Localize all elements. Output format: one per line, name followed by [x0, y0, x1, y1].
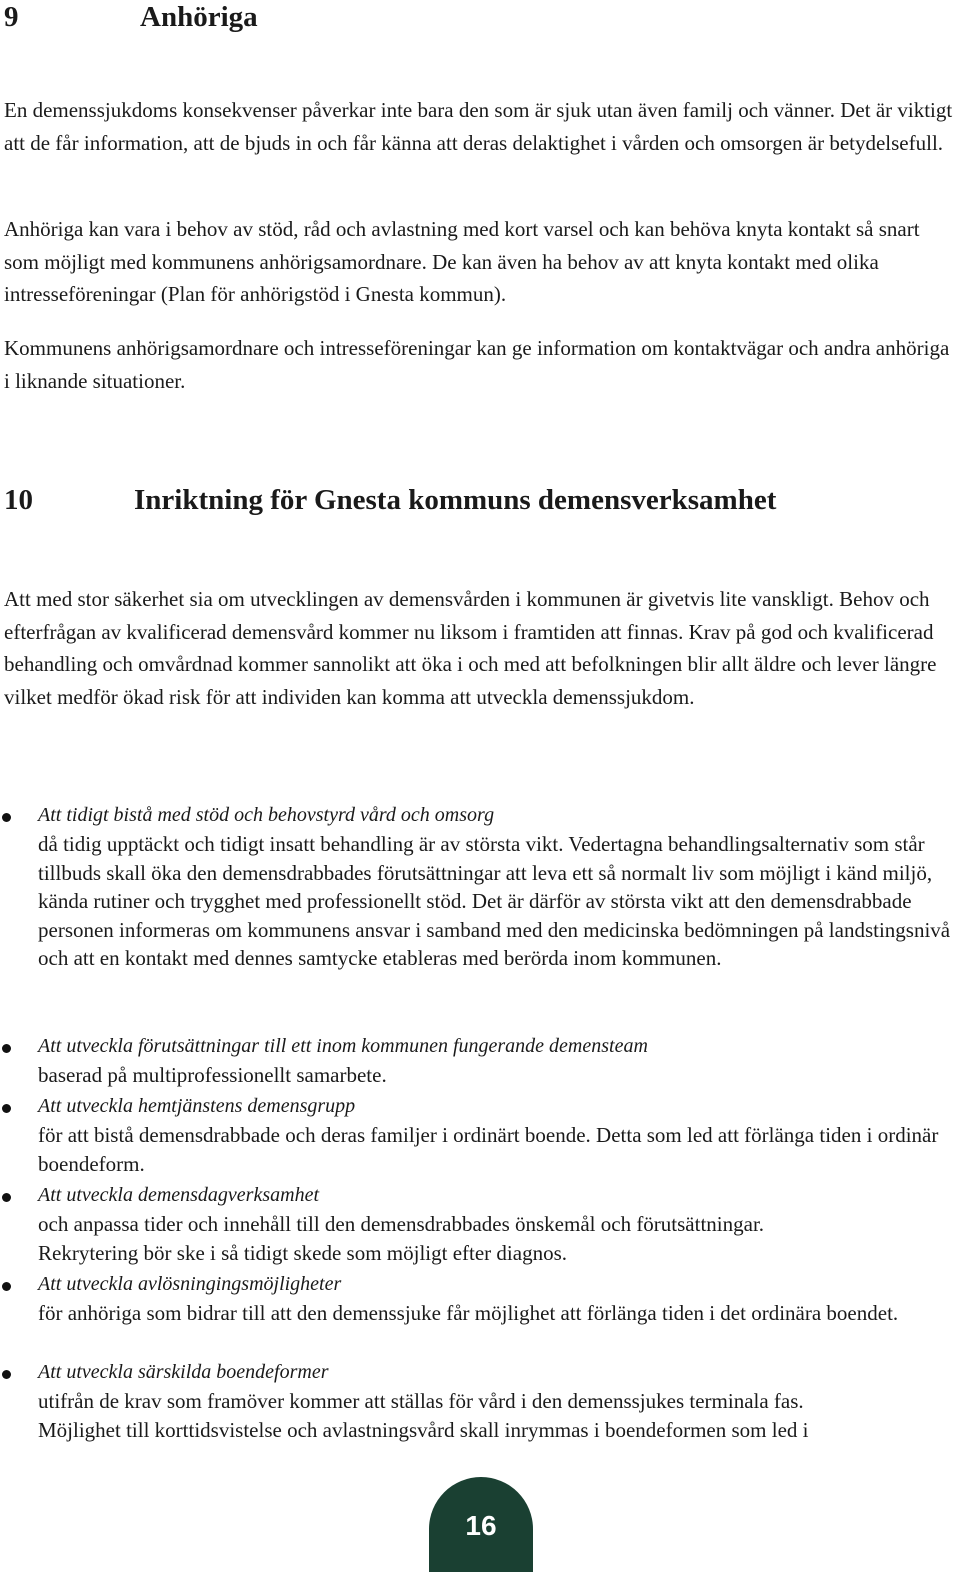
bullet-icon: [2, 1193, 11, 1202]
bullet-icon: [2, 1370, 11, 1379]
paragraph: Att med stor säkerhet sia om utvecklingen av demensvården i kommunen är givetvis lite vanskligt. Behov och efterfrågan av kvalificerad demensvård kommer nu liksom i framtiden att finnas. Krav på god och kvalificerad behandling och omvårdnad kommer sannolikt att öka i och med att befolkningen blir allt äldre och lever längre vilket medför ökad risk för att individen kan komma att utveckla demenssjukdom.: [4, 587, 937, 709]
list-item-title: Att tidigt bistå med stöd och behovstyrd vård och omsorg: [38, 804, 495, 826]
section-title: Inriktning för Gnesta kommuns demensverksamhet: [134, 484, 777, 516]
list-item-title: Att utveckla hemtjänstens demensgrupp: [38, 1095, 356, 1117]
list-item-title: Att utveckla förutsättningar till ett inom kommunen fungerande demensteam: [38, 1035, 648, 1057]
page-number: 16: [429, 1477, 533, 1572]
bullet-icon: [2, 1104, 11, 1113]
list-item-body: utifrån de krav som framöver kommer att ställas för vård i den demenssjukes terminala fas. Möjlighet till korttidsvistelse och avlastningsvård skall inrymmas i boendeformen som led i: [38, 1389, 809, 1442]
list-item-title: Att utveckla särskilda boendeformer: [38, 1361, 329, 1383]
section-number: 9: [4, 1, 19, 33]
list-item-body: för anhöriga som bidrar till att den demenssjuke får möjlighet att förlänga tiden i det ordinära boendet.: [38, 1301, 899, 1325]
paragraph: Anhöriga kan vara i behov av stöd, råd och avlastning med kort varsel och kan behöva knyta kontakt så snart som möjligt med kommunens anhörigsamordnare. De kan även ha behov av att knyta kontakt med olika intresseföreningar (Plan för anhörigstöd i Gnesta kommun).: [4, 217, 920, 306]
section-number: 10: [4, 484, 33, 516]
list-item-title: Att utveckla avlösningingsmöjligheter: [38, 1273, 342, 1295]
bullet-icon: [2, 1044, 11, 1053]
list-item-body: och anpassa tider och innehåll till den demensdrabbades önskemål och förutsättningar. Rekrytering bör ske i så tidigt skede som möjligt efter diagnos.: [38, 1212, 765, 1265]
paragraph: En demenssjukdoms konsekvenser påverkar inte bara den som är sjuk utan även familj och vänner. Det är viktigt att de får information, att de bjuds in och får känna att deras delaktighet i vården och omsorgen är betydelsefull.: [4, 98, 953, 155]
list-item-body: baserad på multiprofessionellt samarbete.: [38, 1063, 387, 1087]
section-title: Anhöriga: [140, 1, 258, 33]
list-item-title: Att utveckla demensdagverksamhet: [38, 1184, 320, 1206]
list-item-body: för att bistå demensdrabbade och deras familjer i ordinärt boende. Detta som led att förlänga tiden i ordinär boendeform.: [38, 1123, 939, 1176]
bullet-icon: [2, 813, 11, 822]
bullet-icon: [2, 1282, 11, 1291]
list-item-body: då tidig upptäckt och tidigt insatt behandling är av största vikt. Vedertagna behandlingsalternativ som står tillbuds skall öka den demensdrabbades förutsättningar att leva ett så normalt liv som möjligt i känd miljö, kända rutiner och trygghet med professionellt stöd. Det är därför av största vikt att den demensdrabbade personen informeras om kommunens ansvar i samband med den medicinska bedömningen på landstingsnivå och att en kontakt med dennes samtycke etableras med berörda inom kommunen.: [38, 832, 951, 970]
paragraph: Kommunens anhörigsamordnare och intresseföreningar kan ge information om kontaktvägar och andra anhöriga i liknande situationer.: [4, 336, 950, 393]
